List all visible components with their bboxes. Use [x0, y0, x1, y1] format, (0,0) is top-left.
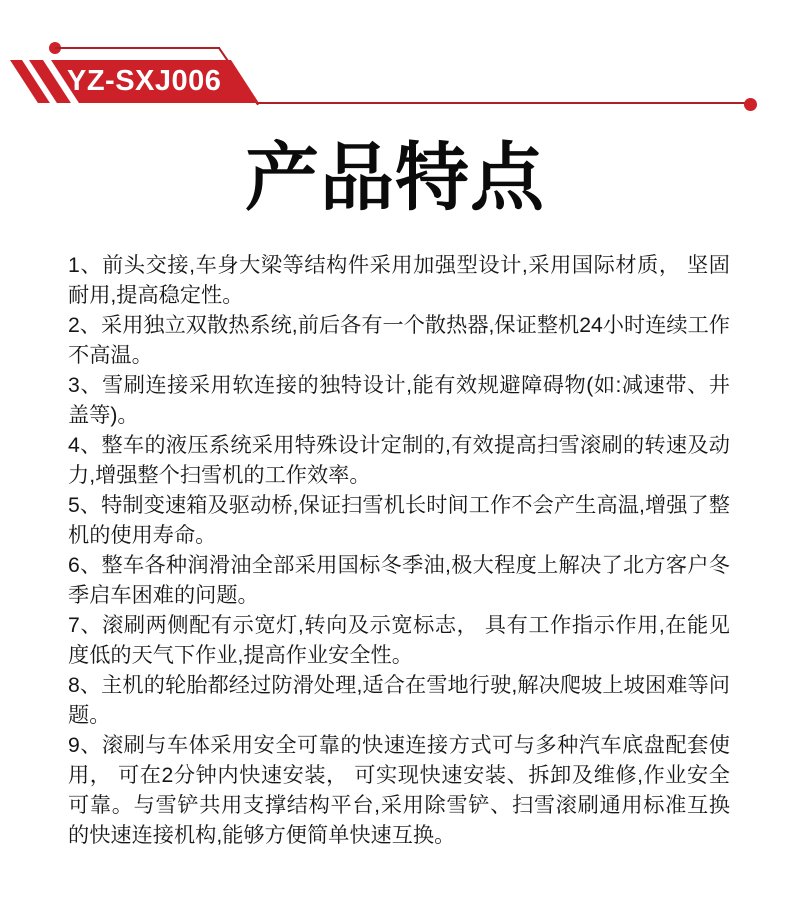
feature-item: 8、主机的轮胎都经过防滑处理,适合在雪地行驶,解决爬坡上坡困难等问题。: [68, 673, 730, 727]
page-title: 产品特点: [245, 136, 545, 219]
model-badge-body: [51, 60, 259, 103]
feature-item: 5、特制变速箱及驱动桥,保证扫雪机长时间工作不会产生高温,增强了整机的使用寿命。: [68, 493, 730, 547]
feature-item: 9、滚刷与车体采用安全可靠的快速连接方式可与多种汽车底盘配套使用， 可在2分钟内快速安装， 可实现快速安装、拆卸及维修,作业安全可靠。与雪铲共用支撑结构平台,采用除雪铲、扫雪滚刷通用标准互换的快速连接机构,能够方便简单快速互换。: [68, 733, 730, 847]
header-decoration: [0, 0, 790, 115]
feature-item: 7、滚刷两侧配有示宽灯,转向及示宽标志， 具有工作指示作用,在能见度低的天气下作业,提高作业安全性。: [68, 613, 730, 667]
feature-item: 2、采用独立双散热系统,前后各有一个散热器,保证整机24小时连续工作不高温。: [68, 313, 730, 367]
feature-list: [68, 251, 730, 851]
feature-item: 6、整车各种润滑油全部采用国标冬季油,极大程度上解决了北方客户冬季启车困难的问题。: [68, 553, 730, 607]
accent-dot-right: [744, 98, 757, 111]
feature-item: 4、整车的液压系统采用特殊设计定制的,有效提高扫雪滚刷的转速及动力,增强整个扫雪机的工作效率。: [68, 433, 730, 487]
feature-item: 1、前头交接,车身大梁等结构件采用加强型设计,采用国际材质， 坚固耐用,提高稳定性。: [68, 253, 730, 307]
accent-line-bottom: [256, 102, 748, 104]
accent-line-top: [55, 47, 220, 49]
model-badge-label: YZ-SXJ006: [67, 65, 222, 97]
model-badge: [10, 60, 290, 103]
feature-item: 3、雪刷连接采用软连接的独特设计,能有效规避障碍物(如:减速带、井盖等)。: [68, 373, 730, 427]
